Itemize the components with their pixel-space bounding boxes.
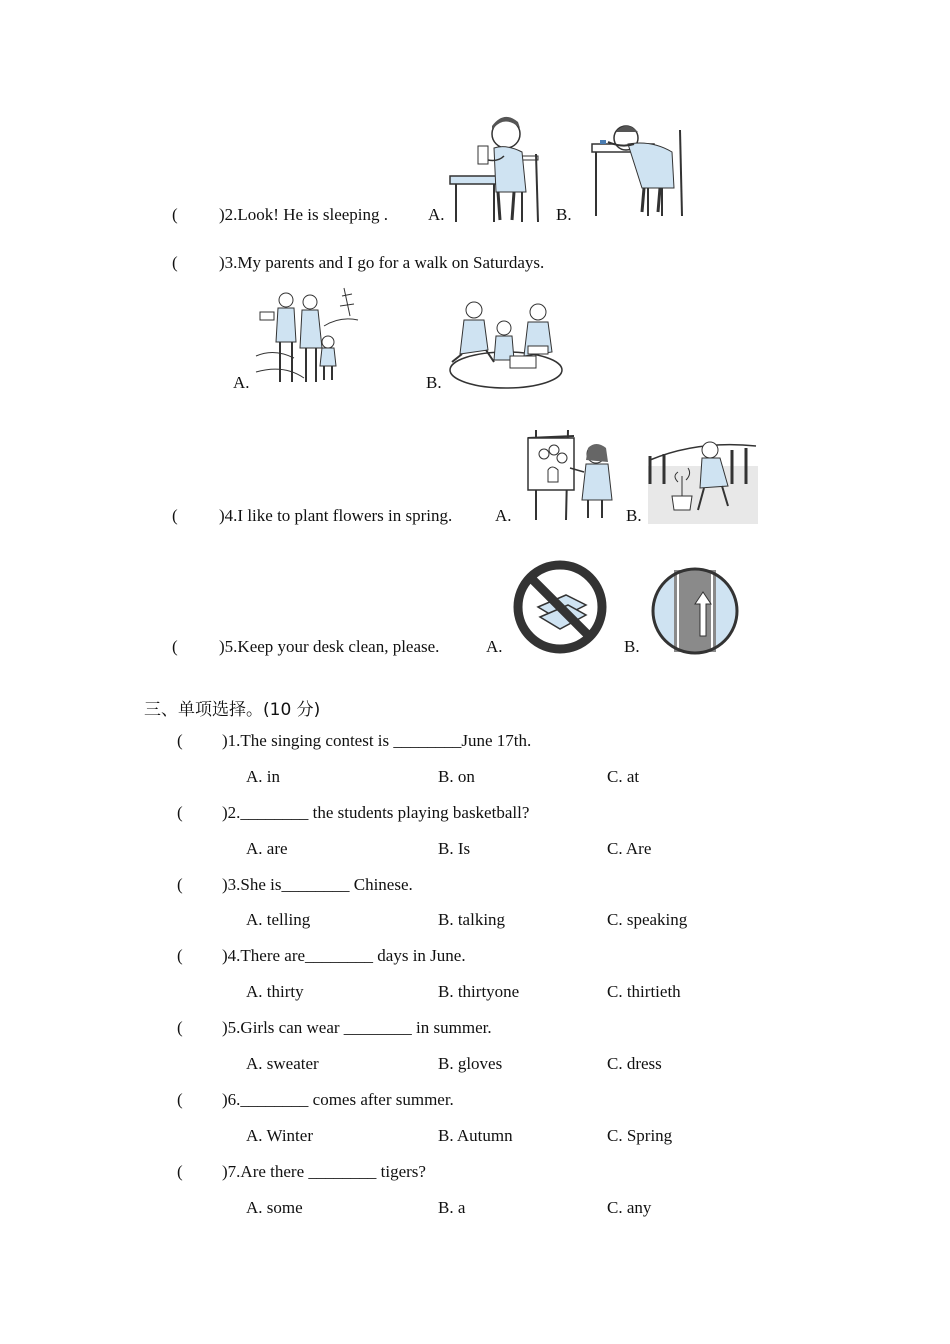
family-picnic-illustration bbox=[448, 298, 564, 390]
q4-option-a-label[interactable]: A. bbox=[495, 506, 512, 525]
s3-q3-option-c[interactable]: C. speaking bbox=[607, 910, 688, 929]
s3-q4-option-a[interactable]: A. thirty bbox=[246, 982, 304, 1001]
q3-option-a-label[interactable]: A. bbox=[233, 373, 250, 392]
s3-q5-option-c[interactable]: C. dress bbox=[607, 1054, 662, 1073]
girl-painting-flowers-illustration bbox=[522, 428, 616, 522]
q4-paren[interactable]: ( bbox=[172, 506, 178, 525]
q3-paren[interactable]: ( bbox=[172, 253, 178, 272]
s3-q4-option-c[interactable]: C. thirtieth bbox=[607, 982, 681, 1001]
s3-q1-option-c[interactable]: C. at bbox=[607, 767, 640, 786]
s3-q6-option-c[interactable]: C. Spring bbox=[607, 1126, 673, 1145]
s3-q7-option-a[interactable]: A. some bbox=[246, 1198, 303, 1217]
s3-q6-option-b[interactable]: B. Autumn bbox=[438, 1126, 513, 1145]
s3-q3-option-b[interactable]: B. talking bbox=[438, 910, 506, 929]
s3-q4-stem: )4.There are________ days in June. bbox=[222, 946, 466, 965]
s3-q5-stem: )5.Girls can wear ________ in summer. bbox=[222, 1018, 492, 1037]
q5-option-a-label[interactable]: A. bbox=[486, 637, 503, 656]
s3-q7-option-b[interactable]: B. a bbox=[438, 1198, 466, 1217]
boy-sleeping-at-desk-illustration bbox=[588, 122, 686, 220]
q4-option-b-label[interactable]: B. bbox=[626, 506, 642, 525]
family-walking-illustration bbox=[254, 286, 362, 386]
s3-q6-paren[interactable]: ( bbox=[177, 1090, 183, 1109]
s3-q1-paren[interactable]: ( bbox=[177, 731, 183, 750]
s3-q5-option-a[interactable]: A. sweater bbox=[246, 1054, 319, 1073]
q2-option-b-label[interactable]: B. bbox=[556, 205, 572, 224]
boy-drinking-illustration bbox=[448, 116, 544, 224]
s3-q3-paren[interactable]: ( bbox=[177, 875, 183, 894]
q2-paren[interactable]: ( bbox=[172, 205, 178, 224]
s3-q1-stem: )1.The singing contest is ________June 17th. bbox=[222, 731, 532, 750]
q2-option-a-label[interactable]: A. bbox=[428, 205, 445, 224]
s3-q6-option-a[interactable]: A. Winter bbox=[246, 1126, 313, 1145]
s3-q2-option-b[interactable]: B. Is bbox=[438, 839, 471, 858]
q4-text: )4.I like to plant flowers in spring. bbox=[219, 506, 453, 525]
no-books-sign-icon bbox=[512, 559, 608, 655]
s3-q5-paren[interactable]: ( bbox=[177, 1018, 183, 1037]
q3-text: )3.My parents and I go for a walk on Saturdays. bbox=[219, 253, 545, 272]
s3-q3-stem: )3.She is________ Chinese. bbox=[222, 875, 413, 894]
s3-q7-option-c[interactable]: C. any bbox=[607, 1198, 652, 1217]
s3-q1-option-a[interactable]: A. in bbox=[246, 767, 280, 786]
q3-option-b-label[interactable]: B. bbox=[426, 373, 442, 392]
s3-q1-option-b[interactable]: B. on bbox=[438, 767, 475, 786]
girl-planting-flowers-illustration bbox=[648, 436, 758, 524]
s3-q4-paren[interactable]: ( bbox=[177, 946, 183, 965]
q5-paren[interactable]: ( bbox=[172, 637, 178, 656]
q5-text: )5.Keep your desk clean, please. bbox=[219, 637, 440, 656]
s3-q2-option-c[interactable]: C. Are bbox=[607, 839, 652, 858]
s3-q5-option-b[interactable]: B. gloves bbox=[438, 1054, 503, 1073]
s3-q2-option-a[interactable]: A. are bbox=[246, 839, 288, 858]
q5-option-b-label[interactable]: B. bbox=[624, 637, 640, 656]
s3-q4-option-b[interactable]: B. thirtyone bbox=[438, 982, 520, 1001]
s3-q6-stem: )6.________ comes after summer. bbox=[222, 1090, 454, 1109]
s3-q2-paren[interactable]: ( bbox=[177, 803, 183, 822]
s3-q7-paren[interactable]: ( bbox=[177, 1162, 183, 1181]
section-3-title: 三、单项选择。(10 分) bbox=[144, 700, 321, 720]
s3-q7-stem: )7.Are there ________ tigers? bbox=[222, 1162, 426, 1181]
q2-text: )2.Look! He is sleeping . bbox=[219, 205, 389, 224]
keep-right-arrow-sign-icon bbox=[650, 566, 740, 656]
s3-q3-option-a[interactable]: A. telling bbox=[246, 910, 311, 929]
s3-q2-stem: )2.________ the students playing basketball? bbox=[222, 803, 530, 822]
